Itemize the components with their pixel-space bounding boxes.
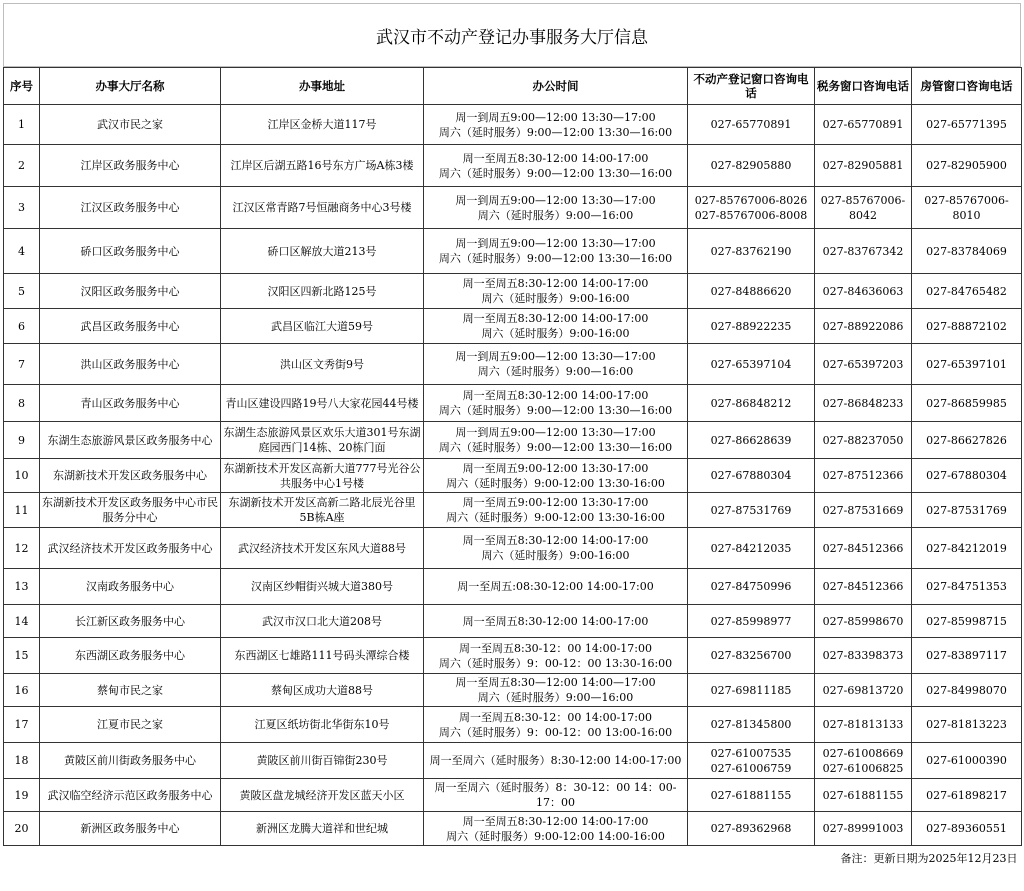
row-number: 11 xyxy=(4,493,40,528)
registration-phone: 027-84750996 xyxy=(688,569,815,605)
housing-phone: 027-87531769 xyxy=(912,493,1022,528)
header-name: 办事大厅名称 xyxy=(40,68,221,105)
table-row xyxy=(4,274,1022,309)
row-number: 18 xyxy=(4,743,40,779)
hall-address: 江汉区常青路7号恒融商务中心3号楼 xyxy=(221,187,424,229)
office-hours: 周一至周五8:30-12:00 14:00-17:00 周六（延时服务）9:00-12:00 14:00-16:00 xyxy=(424,812,688,846)
row-number: 2 xyxy=(4,145,40,187)
office-hours: 周一至周五8:30-12：00 14:00-17:00 周六（延时服务）9：00-12：00 13:00-16:00 xyxy=(424,707,688,743)
hall-name: 武汉临空经济示范区政务服务中心 xyxy=(40,779,221,812)
table-row xyxy=(4,569,1022,605)
housing-phone: 027-85998715 xyxy=(912,605,1022,638)
row-number: 1 xyxy=(4,105,40,145)
registration-phone: 027-65397104 xyxy=(688,344,815,385)
housing-phone: 027-83897117 xyxy=(912,638,1022,674)
housing-phone: 027-81813223 xyxy=(912,707,1022,743)
tax-phone: 027-65770891 xyxy=(815,105,912,145)
tax-phone: 027-89991003 xyxy=(815,812,912,846)
hall-name: 新洲区政务服务中心 xyxy=(40,812,221,846)
table-row xyxy=(4,309,1022,344)
registration-phone: 027-81345800 xyxy=(688,707,815,743)
hall-name: 汉阳区政务服务中心 xyxy=(40,274,221,309)
office-hours: 周一至周六（延时服务）8：30-12：00 14：00-17：00 xyxy=(424,779,688,812)
housing-phone: 027-84751353 xyxy=(912,569,1022,605)
office-hours: 周一至周五9:00-12:00 13:30-17:00 周六（延时服务）9:00-12:00 13:30-16:00 xyxy=(424,459,688,493)
row-number: 19 xyxy=(4,779,40,812)
table-row xyxy=(4,105,1022,145)
housing-phone: 027-85767006- 8010 xyxy=(912,187,1022,229)
table-row xyxy=(4,493,1022,528)
header-tax-phone: 税务窗口咨询电话 xyxy=(815,68,912,105)
hall-address: 新洲区龙腾大道祥和世纪城 xyxy=(221,812,424,846)
hall-address: 武昌区临江大道59号 xyxy=(221,309,424,344)
registration-phone: 027-88922235 xyxy=(688,309,815,344)
office-hours: 周一至周五8:30-12:00 14:00-17:00 周六（延时服务）9:00-16:00 xyxy=(424,528,688,569)
tax-phone: 027-83767342 xyxy=(815,229,912,274)
office-hours: 周一到周五9:00—12:00 13:30—17:00 周六（延时服务）9:00—16:00 xyxy=(424,344,688,385)
row-number: 3 xyxy=(4,187,40,229)
hall-address: 江岸区金桥大道117号 xyxy=(221,105,424,145)
registration-phone: 027-87531769 xyxy=(688,493,815,528)
housing-phone: 027-61000390 xyxy=(912,743,1022,779)
housing-phone: 027-86627826 xyxy=(912,422,1022,459)
hall-name: 硚口区政务服务中心 xyxy=(40,229,221,274)
table-row xyxy=(4,779,1022,812)
update-note: 备注：更新日期为2025年12月23日 xyxy=(840,851,1018,865)
registration-phone: 027-84212035 xyxy=(688,528,815,569)
hall-name: 东湖生态旅游风景区政务服务中心 xyxy=(40,422,221,459)
table-row xyxy=(4,638,1022,674)
office-hours: 周一至周五8:30-12:00 14:00-17:00 xyxy=(424,605,688,638)
tax-phone: 027-88237050 xyxy=(815,422,912,459)
table-row xyxy=(4,674,1022,707)
tax-phone: 027-65397203 xyxy=(815,344,912,385)
hall-address: 武汉经济技术开发区东风大道88号 xyxy=(221,528,424,569)
row-number: 10 xyxy=(4,459,40,493)
table-row xyxy=(4,707,1022,743)
hall-name: 东西湖区政务服务中心 xyxy=(40,638,221,674)
housing-phone: 027-82905900 xyxy=(912,145,1022,187)
header-house-phone: 房管窗口咨询电话 xyxy=(912,68,1022,105)
row-number: 16 xyxy=(4,674,40,707)
table-row xyxy=(4,344,1022,385)
hall-name: 江夏市民之家 xyxy=(40,707,221,743)
hall-name: 黄陂区前川街政务服务中心 xyxy=(40,743,221,779)
registration-phone: 027-85767006-8026 027-85767006-8008 xyxy=(688,187,815,229)
hall-address: 洪山区文秀街9号 xyxy=(221,344,424,385)
registration-phone: 027-83256700 xyxy=(688,638,815,674)
row-number: 15 xyxy=(4,638,40,674)
row-number: 12 xyxy=(4,528,40,569)
header-hours: 办公时间 xyxy=(424,68,688,105)
registration-phone: 027-65770891 xyxy=(688,105,815,145)
hall-name: 武昌区政务服务中心 xyxy=(40,309,221,344)
header-reg-phone: 不动产登记窗口咨询电话 xyxy=(688,68,815,105)
tax-phone: 027-85767006- 8042 xyxy=(815,187,912,229)
row-number: 9 xyxy=(4,422,40,459)
row-number: 8 xyxy=(4,385,40,422)
office-hours: 周一到周五9:00—12:00 13:30—17:00 周六（延时服务）9:00—12:00 13:30—16:00 xyxy=(424,422,688,459)
table-row xyxy=(4,459,1022,493)
office-hours: 周一至周五9:00-12:00 13:30-17:00 周六（延时服务）9:00-12:00 13:30-16:00 xyxy=(424,493,688,528)
registration-phone: 027-61881155 xyxy=(688,779,815,812)
registration-phone: 027-89362968 xyxy=(688,812,815,846)
tax-phone: 027-86848233 xyxy=(815,385,912,422)
hall-name: 青山区政务服务中心 xyxy=(40,385,221,422)
hall-address: 硚口区解放大道213号 xyxy=(221,229,424,274)
registration-phone: 027-61007535 027-61006759 xyxy=(688,743,815,779)
table-row xyxy=(4,187,1022,229)
table-row xyxy=(4,812,1022,846)
hall-name: 汉南政务服务中心 xyxy=(40,569,221,605)
service-hall-table xyxy=(3,67,1022,870)
row-number: 13 xyxy=(4,569,40,605)
hall-address: 江夏区纸坊街北华街东10号 xyxy=(221,707,424,743)
tax-phone: 027-87512366 xyxy=(815,459,912,493)
hall-address: 青山区建设四路19号八大家花园44号楼 xyxy=(221,385,424,422)
page-title: 武汉市不动产登记办事服务大厅信息 xyxy=(3,3,1021,67)
hall-address: 东湖新技术开发区高新大道777号光谷公共服务中心1号楼 xyxy=(221,459,424,493)
tax-phone: 027-61881155 xyxy=(815,779,912,812)
office-hours: 周一至周五8:30-12:00 14:00-17:00 周六（延时服务）9:00-16:00 xyxy=(424,274,688,309)
table-row xyxy=(4,422,1022,459)
registration-phone: 027-83762190 xyxy=(688,229,815,274)
office-hours: 周一至周五:08:30-12:00 14:00-17:00 xyxy=(424,569,688,605)
hall-address: 武汉市汉口北大道208号 xyxy=(221,605,424,638)
table-row xyxy=(4,528,1022,569)
housing-phone: 027-86859985 xyxy=(912,385,1022,422)
hall-address: 黄陂区盘龙城经济开发区蓝天小区 xyxy=(221,779,424,812)
hall-name: 武汉经济技术开发区政务服务中心 xyxy=(40,528,221,569)
housing-phone: 027-61898217 xyxy=(912,779,1022,812)
table-row xyxy=(4,145,1022,187)
hall-name: 长江新区政务服务中心 xyxy=(40,605,221,638)
registration-phone: 027-86848212 xyxy=(688,385,815,422)
hall-address: 东湖新技术开发区高新二路北辰光谷里5B栋A座 xyxy=(221,493,424,528)
housing-phone: 027-65771395 xyxy=(912,105,1022,145)
tax-phone: 027-84512366 xyxy=(815,569,912,605)
tax-phone: 027-84512366 xyxy=(815,528,912,569)
tax-phone: 027-81813133 xyxy=(815,707,912,743)
table-row xyxy=(4,229,1022,274)
row-number: 6 xyxy=(4,309,40,344)
note-row xyxy=(4,846,1022,871)
office-hours: 周一至周五8:30-12:00 14:00-17:00 周六（延时服务）9:00—12:00 13:30—16:00 xyxy=(424,385,688,422)
header-row xyxy=(4,68,1022,105)
row-number: 14 xyxy=(4,605,40,638)
housing-phone: 027-88872102 xyxy=(912,309,1022,344)
hall-address: 江岸区后湖五路16号东方广场A栋3楼 xyxy=(221,145,424,187)
row-number: 17 xyxy=(4,707,40,743)
housing-phone: 027-83784069 xyxy=(912,229,1022,274)
office-hours: 周一至周五8:30-12:00 14:00-17:00 周六（延时服务）9:00-16:00 xyxy=(424,309,688,344)
hall-address: 汉南区纱帽街兴城大道380号 xyxy=(221,569,424,605)
office-hours: 周一至周五8:30-12：00 14:00-17:00 周六（延时服务）9：00-12：00 13:30-16:00 xyxy=(424,638,688,674)
office-hours: 周一至周六（延时服务）8:30-12:00 14:00-17:00 xyxy=(424,743,688,779)
tax-phone: 027-69813720 xyxy=(815,674,912,707)
tax-phone: 027-87531669 xyxy=(815,493,912,528)
table-row xyxy=(4,605,1022,638)
tax-phone: 027-88922086 xyxy=(815,309,912,344)
registration-phone: 027-82905880 xyxy=(688,145,815,187)
hall-address: 蔡甸区成功大道88号 xyxy=(221,674,424,707)
office-hours: 周一至周五8:30-12:00 14:00-17:00 周六（延时服务）9:00—12:00 13:30—16:00 xyxy=(424,145,688,187)
row-number: 4 xyxy=(4,229,40,274)
hall-name: 东湖新技术开发区政务服务中心 xyxy=(40,459,221,493)
tax-phone: 027-83398373 xyxy=(815,638,912,674)
row-number: 7 xyxy=(4,344,40,385)
registration-phone: 027-85998977 xyxy=(688,605,815,638)
tax-phone: 027-85998670 xyxy=(815,605,912,638)
housing-phone: 027-84765482 xyxy=(912,274,1022,309)
office-hours: 周一至周五8:30—12:00 14:00—17:00 周六（延时服务）9:00—16:00 xyxy=(424,674,688,707)
hall-name: 武汉市民之家 xyxy=(40,105,221,145)
table-row xyxy=(4,743,1022,779)
registration-phone: 027-67880304 xyxy=(688,459,815,493)
hall-name: 蔡甸市民之家 xyxy=(40,674,221,707)
tax-phone: 027-61008669 027-61006825 xyxy=(815,743,912,779)
header-no: 序号 xyxy=(4,68,40,105)
table-row xyxy=(4,385,1022,422)
registration-phone: 027-86628639 xyxy=(688,422,815,459)
tax-phone: 027-84636063 xyxy=(815,274,912,309)
tax-phone: 027-82905881 xyxy=(815,145,912,187)
header-address: 办事地址 xyxy=(221,68,424,105)
hall-name: 江汉区政务服务中心 xyxy=(40,187,221,229)
office-hours: 周一到周五9:00—12:00 13:30—17:00 周六（延时服务）9:00—12:00 13:30—16:00 xyxy=(424,229,688,274)
registration-phone: 027-69811185 xyxy=(688,674,815,707)
hall-address: 黄陂区前川街百锦街230号 xyxy=(221,743,424,779)
row-number: 5 xyxy=(4,274,40,309)
office-hours: 周一到周五9:00—12:00 13:30—17:00 周六（延时服务）9:00—12:00 13:30—16:00 xyxy=(424,105,688,145)
housing-phone: 027-67880304 xyxy=(912,459,1022,493)
hall-address: 东湖生态旅游风景区欢乐大道301号东湖庭园西门14栋、20栋门面 xyxy=(221,422,424,459)
spreadsheet xyxy=(3,3,1021,870)
housing-phone: 027-65397101 xyxy=(912,344,1022,385)
registration-phone: 027-84886620 xyxy=(688,274,815,309)
hall-name: 东湖新技术开发区政务服务中心市民服务分中心 xyxy=(40,493,221,528)
row-number: 20 xyxy=(4,812,40,846)
housing-phone: 027-84998070 xyxy=(912,674,1022,707)
hall-name: 洪山区政务服务中心 xyxy=(40,344,221,385)
hall-address: 汉阳区四新北路125号 xyxy=(221,274,424,309)
hall-address: 东西湖区七雄路111号码头潭综合楼 xyxy=(221,638,424,674)
housing-phone: 027-84212019 xyxy=(912,528,1022,569)
hall-name: 江岸区政务服务中心 xyxy=(40,145,221,187)
housing-phone: 027-89360551 xyxy=(912,812,1022,846)
office-hours: 周一到周五9:00—12:00 13:30—17:00 周六（延时服务）9:00—16:00 xyxy=(424,187,688,229)
